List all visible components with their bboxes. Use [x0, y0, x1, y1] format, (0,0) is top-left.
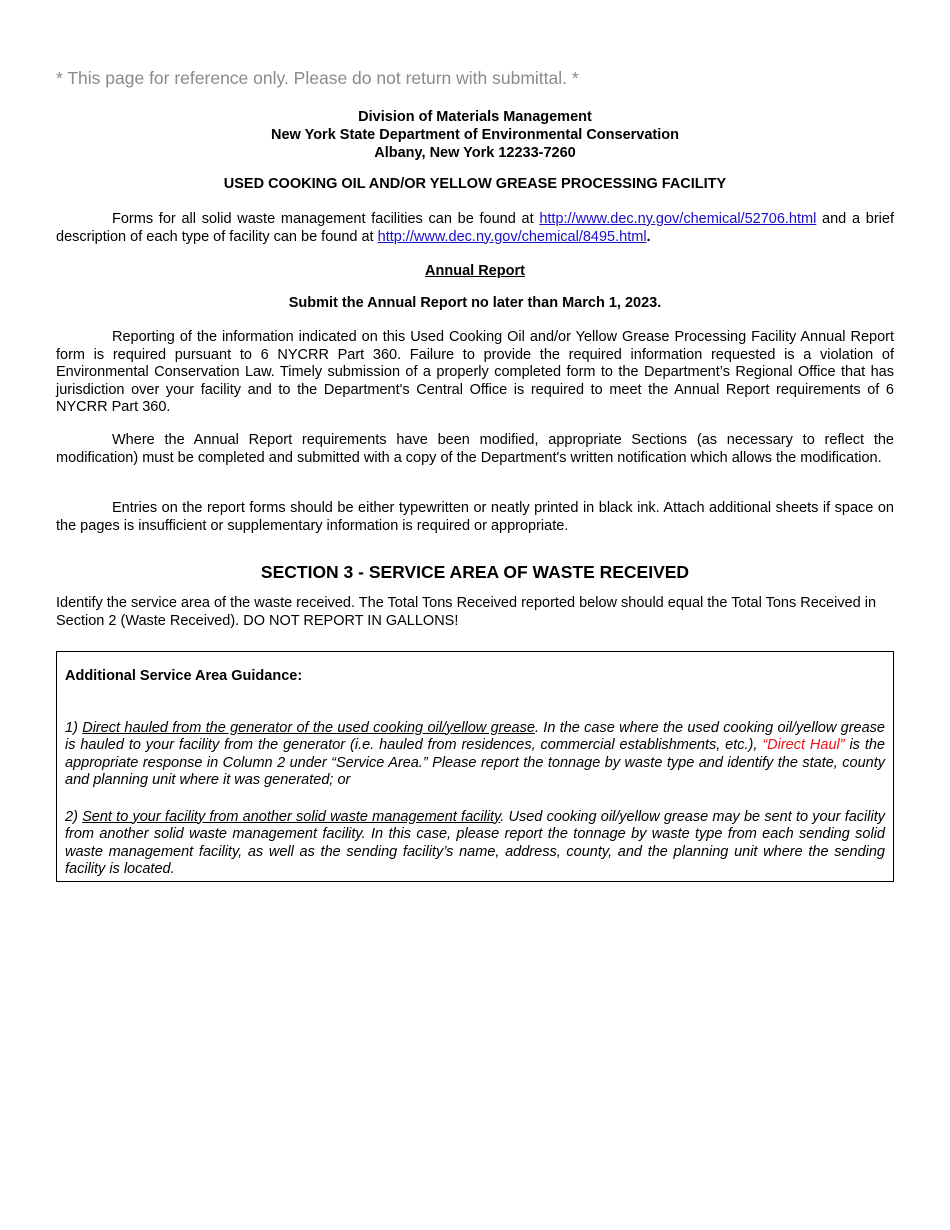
forms-text-3: . — [646, 228, 651, 245]
annual-report-heading-text: Annual Report — [425, 263, 525, 279]
annual-report-heading — [56, 263, 894, 279]
identify-paragraph: Identify the service area of the waste received. The Total Tons Received reported below should equal the Total Tons Received in Section 2 (Waste Received). DO NOT REPORT IN GALLONS! — [56, 595, 877, 629]
department-name: New York State Department of Environmental Conservation — [271, 127, 679, 143]
guidance-item-2-number: 2) — [65, 808, 83, 825]
direct-haul-highlight: “Direct Haul” — [762, 737, 845, 753]
guidance-item-1-underlined: Direct hauled from the generator of the used cooking oil/yellow grease — [82, 719, 535, 736]
forms-paragraph — [56, 211, 894, 246]
guidance-item-1-number: 1) — [65, 719, 83, 736]
forms-text-1: Forms for all solid waste management facilities can be found at — [112, 211, 540, 227]
guidance-item-1-text-b: is the appropriate response in Column 2 under “Service Area.” Please report the tonnage by waste type and identify the state, county and planning unit where it was generated; or — [65, 737, 885, 788]
department-address: Albany, New York 12233-7260 — [374, 145, 576, 161]
modified-requirements-paragraph: Where the Annual Report requirements have been modified, appropriate Sections (as necessary to reflect the modification) must be completed and submitted with a copy of the Department's written notification which allows the modification. — [56, 432, 894, 466]
section-title: SECTION 3 - SERVICE AREA OF WASTE RECEIVED — [260, 562, 690, 582]
guidance-item-2-underlined: Sent to your facility from another solid waste management facility — [82, 808, 501, 825]
guidance-item-direct-haul — [65, 720, 885, 790]
agency-header — [56, 108, 894, 162]
guidance-item-1-text-a: . In the case where the used cooking oil/yellow grease is hauled to your facility from the generator (i.e. hauled from residences, commercial establishments, etc.), — [65, 719, 885, 753]
guidance-item-2-text-a: . Used cooking oil/yellow grease may be sent to your facility from another solid waste management facility. In this case, please report the tonnage by waste type from each sending solid waste management facility, as well as the sending facility’s name, address, county, and the planning unit where the sending facility is located. — [65, 808, 885, 877]
forms-text-2: and a brief description of each type of facility can be found at — [56, 211, 894, 245]
forms-link[interactable]: http://www.dec.ny.gov/chemical/52706.html — [539, 211, 817, 227]
division-name: Division of Materials Management — [358, 109, 592, 125]
entries-paragraph: Entries on the report forms should be either typewritten or neatly printed in black ink. Attach additional sheets if space on the pages is insufficient or supplementary information is required or appropriate. — [56, 500, 894, 534]
submission-deadline: Submit the Annual Report no later than March 1, 2023. — [288, 295, 662, 311]
guidance-item-facility-transfer — [65, 809, 885, 879]
guidance-heading: Additional Service Area Guidance: — [65, 668, 303, 684]
reporting-paragraph: Reporting of the information indicated on this Used Cooking Oil and/or Yellow Grease Processing Facility Annual Report form is required pursuant to 6 NYCRR Part 360. Failure to provide the required information requested is a violation of Environmental Conservation Law. Timely submission of a properly completed form to the Department’s Regional Office that has jurisdiction over your facility and to the Department's Central Office is required to meet the Annual Report requirements of 6 NYCRR Part 360. — [56, 329, 894, 415]
reference-note: * This page for reference only. Please do not return with submittal. * — [56, 68, 579, 88]
facility-description-link[interactable]: http://www.dec.ny.gov/chemical/8495.html — [377, 228, 647, 245]
facility-title: USED COOKING OIL AND/OR YELLOW GREASE PROCESSING FACILITY — [223, 176, 727, 192]
